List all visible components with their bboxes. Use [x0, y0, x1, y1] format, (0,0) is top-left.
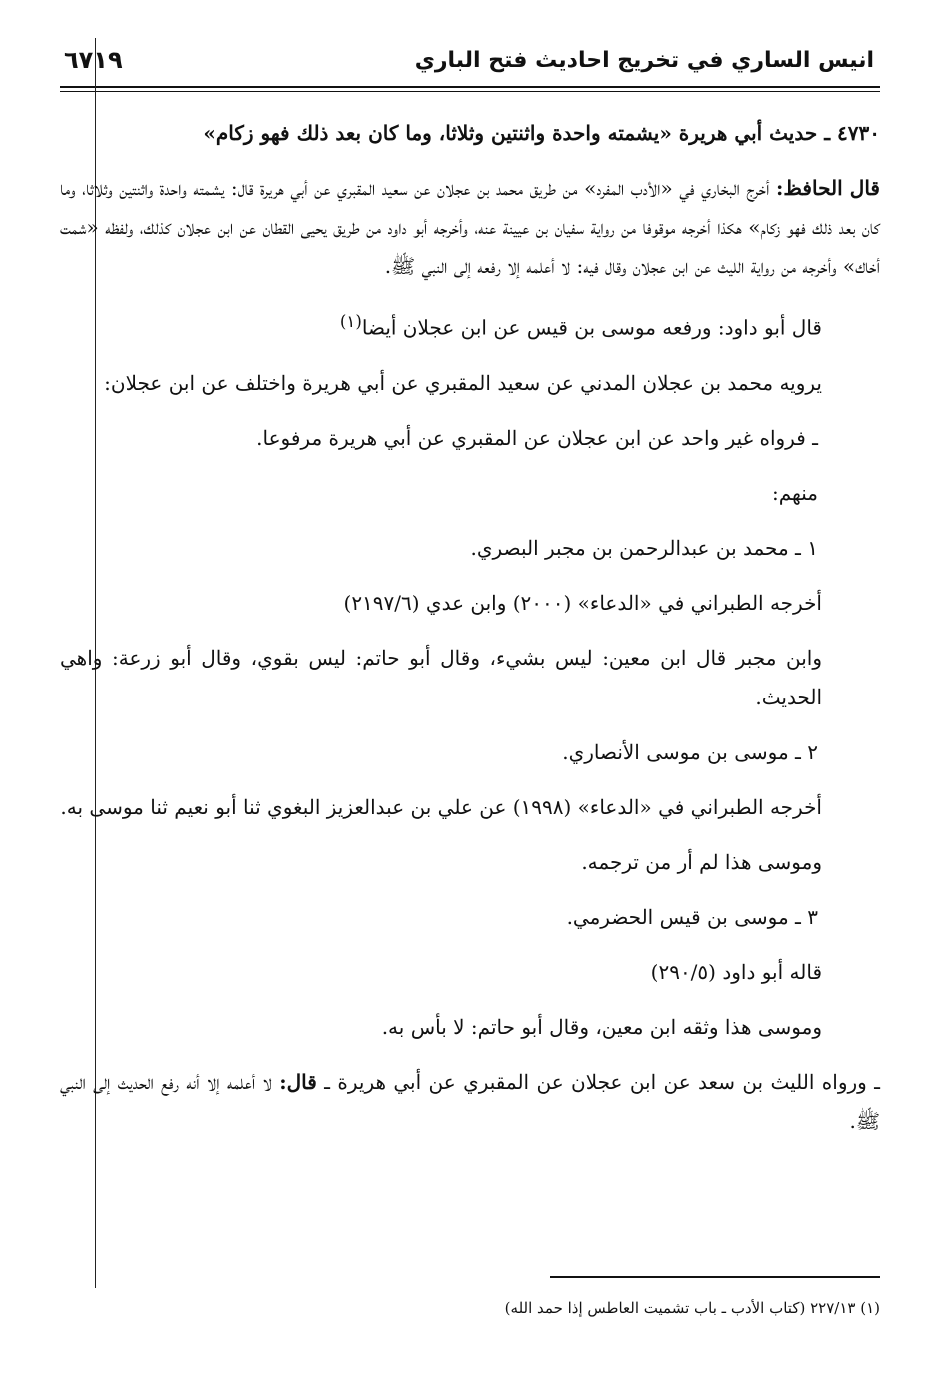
book-page	[60, 38, 880, 1358]
hafiz-label: قال الحافظ:	[776, 176, 880, 200]
footnote: (١) ٢٢٧/١٣ (كتاب الأدب ـ باب تشميت العاطس إذا حمد الله)	[504, 1299, 880, 1317]
item2-title: ٢ ـ موسى بن موسى الأنصاري.	[562, 739, 818, 764]
rawaahu-ghayr-paragraph: ـ فرواه غير واحد عن ابن عجلان عن المقبري عن أبي هريرة مرفوعا.	[256, 425, 818, 450]
hadith-heading: ٤٧٣٠ ـ حديث أبي هريرة «يشمته واحدة واثنتين وثلاثا، وما كان بعد ذلك فهو زكام»	[203, 121, 880, 145]
header-rule-thin	[60, 91, 880, 92]
footnote-marker: (١)	[339, 312, 362, 331]
item3-title: ٣ ـ موسى بن قيس الحضرمي.	[566, 904, 818, 929]
footnote-rule	[550, 1276, 880, 1278]
laith-qal: قال:	[279, 1069, 317, 1094]
running-title: انيس الساري في تخريج احاديث فتح الباري	[414, 48, 874, 73]
page-number: ٦٧١٩	[64, 46, 123, 74]
laith-pre: ـ ورواه الليث بن سعد عن ابن عجلان عن المقبري عن أبي هريرة ـ	[324, 1069, 881, 1094]
abu-dawud-paragraph	[60, 302, 880, 348]
hafiz-text: أخرج البخاري في «الأدب المفرد» من طريق محمد بن عجلان عن سعيد المقبري عن أبي هريرة قال: يشمته واحدة واثنتين وثلاثا، وما كان بعد ذلك فهو زكام» هكذا أخرجه موقوفا من رواية سفيان بن عيينة عنه، وأخرجه أبو داود من طريق يحيى القطان عن ابن عجلان كذلك، ولفظه «شمت أخاك» وأخرجه من رواية الليث عن ابن عجلان وقال فيه: لا أعلمه إلا رفعه إلى النبي ﷺ.	[60, 176, 880, 278]
laith-post: لا أعلمه إلا أنه رفع الحديث إلى النبي ﷺ.	[60, 1069, 880, 1133]
page-header	[60, 38, 880, 86]
item1-takhrij: أخرجه الطبراني في «الدعاء» (٢٠٠٠) وابن عدي (٢١٩٧/٦)	[343, 590, 822, 615]
item2-note: وموسى هذا لم أر من ترجمه.	[581, 849, 822, 874]
laith-paragraph	[60, 1063, 880, 1141]
hafiz-paragraph	[60, 169, 880, 286]
rawaahu-paragraph: يرويه محمد بن عجلان المدني عن سعيد المقبري عن أبي هريرة واختلف عن ابن عجلان:	[104, 370, 822, 395]
item3-takhrij: قاله أبو داود (٢٩٠/٥)	[650, 959, 822, 984]
header-rule	[60, 86, 880, 88]
abu-dawud-text: قال أبو داود: ورفعه موسى بن قيس عن ابن عجلان أيضا	[361, 315, 822, 340]
minhum-label: منهم:	[771, 480, 818, 505]
main-text	[60, 114, 880, 1157]
item3-note: وموسى هذا وثقه ابن معين، وقال أبو حاتم: لا بأس به.	[381, 1014, 822, 1039]
item1-note: وابن مجبر قال ابن معين: ليس بشيء، وقال أبو حاتم: ليس بقوي، وقال أبو زرعة: واهي الحديث.	[60, 645, 822, 709]
item2-takhrij: أخرجه الطبراني في «الدعاء» (١٩٩٨) عن علي بن عبدالعزيز البغوي ثنا أبو نعيم ثنا موسى به.	[60, 794, 822, 819]
item1-title: ١ ـ محمد بن عبدالرحمن بن مجبر البصري.	[470, 535, 818, 560]
